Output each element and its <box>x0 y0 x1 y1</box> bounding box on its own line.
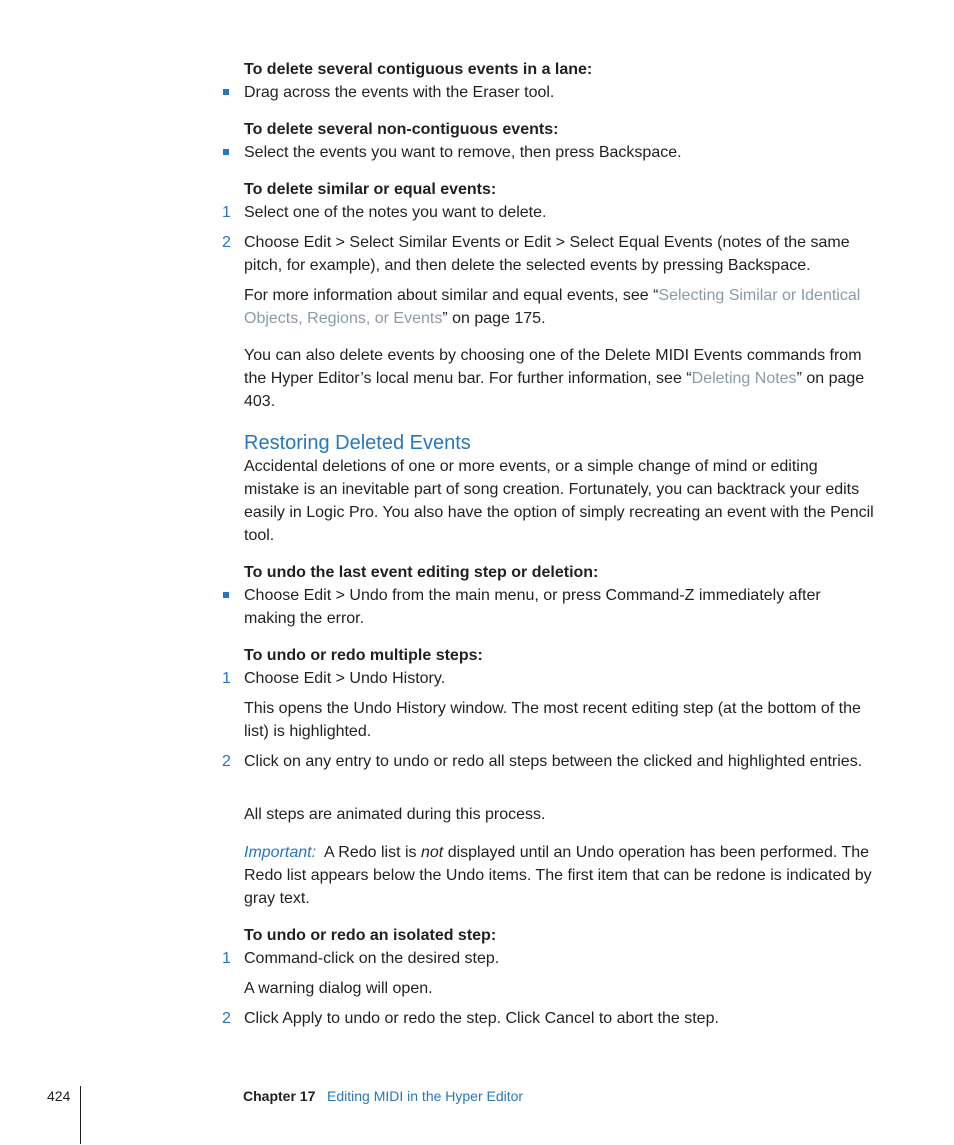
important-note <box>244 841 874 910</box>
chapter-label: Chapter 17 <box>243 1088 316 1104</box>
task-heading: To undo or redo an isolated step: <box>244 927 497 944</box>
step-number: 2 <box>222 234 231 251</box>
paragraph: All steps are animated during this process. <box>244 806 546 823</box>
task-heading: To delete similar or equal events: <box>244 181 497 198</box>
step-text: Choose Edit > Select Similar Events or Edit > Select Equal Events (notes of the same pitch, for example), and then delete the selected events by pressing Backspace. <box>244 234 850 274</box>
step-number: 2 <box>222 753 231 770</box>
important-label: Important: <box>244 844 317 861</box>
paragraph-text: ” on page 175. <box>442 310 546 327</box>
note-emphasis: not <box>420 844 444 861</box>
step-number: 1 <box>222 204 231 221</box>
task-heading: To delete several non-contiguous events: <box>244 121 559 138</box>
step-text: Choose Edit > Undo History. <box>244 670 446 687</box>
bullet-text: Choose Edit > Undo from the main menu, or press Command-Z immediately after making the error. <box>244 587 821 627</box>
task-heading: To delete several contiguous events in a lane: <box>244 61 593 78</box>
paragraph-text: For more information about similar and equal events, see “ <box>244 287 659 304</box>
bullet-marker <box>223 149 229 155</box>
paragraph <box>244 284 874 330</box>
paragraph: A warning dialog will open. <box>244 980 433 997</box>
task-heading: To undo or redo multiple steps: <box>244 647 483 664</box>
step-text: Command-click on the desired step. <box>244 950 500 967</box>
cross-reference-link[interactable]: Deleting Notes <box>691 370 797 387</box>
footer-divider <box>80 1086 81 1144</box>
cross-reference-link[interactable]: Selecting Similar or Identical Objects, Regions, or Events <box>244 287 861 327</box>
step-number: 2 <box>222 1010 231 1027</box>
task-heading: To undo the last event editing step or deletion: <box>244 564 599 581</box>
note-text: displayed until an Undo operation has been performed. The Redo list appears below the Undo items. The first item that can be redone is indicated by gray text. <box>244 844 872 907</box>
bullet-marker <box>223 89 229 95</box>
page-number: 424 <box>47 1088 71 1104</box>
paragraph-text: You can also delete events by choosing one of the Delete MIDI Events commands from the Hyper Editor’s local menu bar. For further information, see “ <box>244 347 862 387</box>
bullet-text: Drag across the events with the Eraser tool. <box>244 84 555 101</box>
chapter-title: Editing MIDI in the Hyper Editor <box>327 1088 524 1104</box>
step-number: 1 <box>222 670 231 687</box>
paragraph: Accidental deletions of one or more events, or a simple change of mind or editing mistake is an inevitable part of song creation. Fortunately, you can backtrack your edits easily in Logic Pro. You also have the option of simply recreating an event with the Pencil tool. <box>244 458 874 544</box>
bullet-text: Select the events you want to remove, then press Backspace. <box>244 144 682 161</box>
paragraph-text: ” on page 403. <box>244 370 865 410</box>
step-text: Select one of the notes you want to delete. <box>244 204 547 221</box>
paragraph <box>244 344 874 413</box>
section-title: Restoring Deleted Events <box>244 432 471 454</box>
step-text: Click Apply to undo or redo the step. Click Cancel to abort the step. <box>244 1010 719 1027</box>
bullet-marker <box>223 592 229 598</box>
paragraph: This opens the Undo History window. The most recent editing step (at the bottom of the list) is highlighted. <box>244 700 861 740</box>
step-number: 1 <box>222 950 231 967</box>
step-text: Click on any entry to undo or redo all steps between the clicked and highlighted entries. <box>244 753 863 770</box>
note-text: A Redo list is <box>324 844 417 861</box>
